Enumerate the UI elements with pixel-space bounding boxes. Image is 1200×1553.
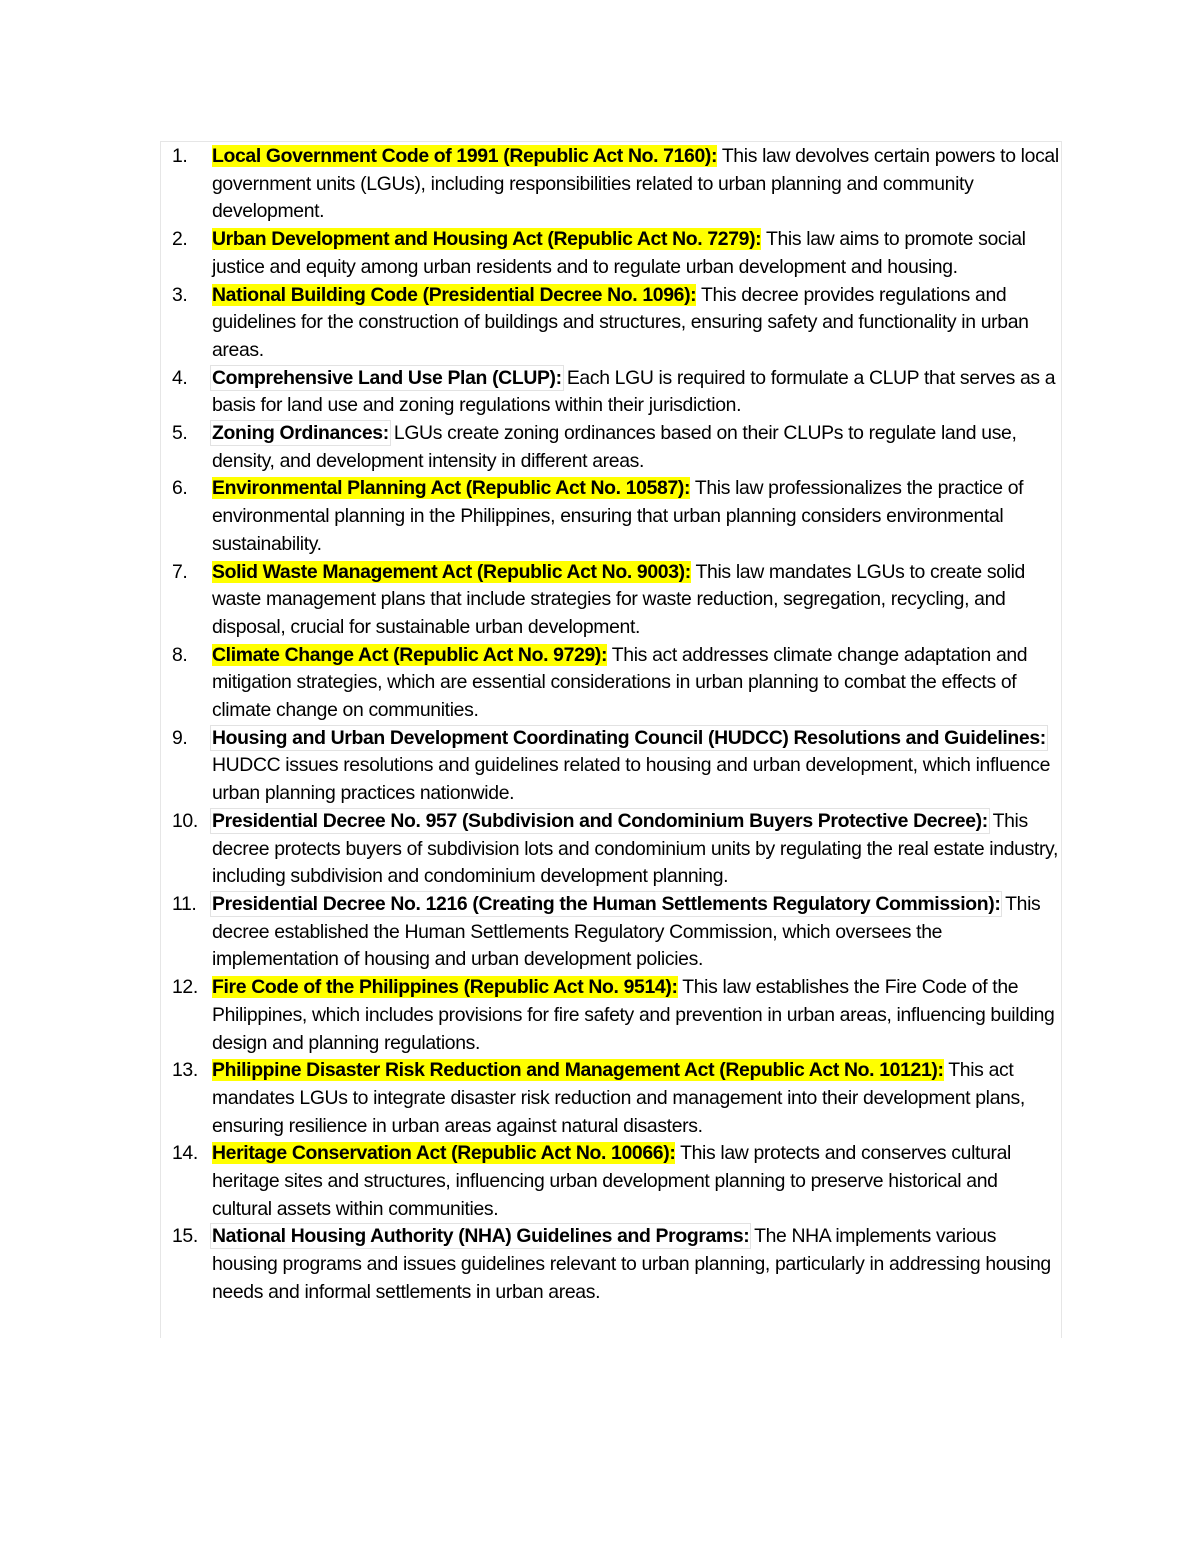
list-item-number: 2. <box>172 228 188 251</box>
law-description: Each LGU is required to formulate a CLUP that serves as a basis for land use and zoning regulations within their jurisdiction. <box>212 366 1056 417</box>
list-item-number: 1. <box>172 145 188 167</box>
list-item <box>172 282 1060 365</box>
list-item-number: 14. <box>172 1142 198 1165</box>
list-item-number: 10. <box>172 809 198 832</box>
highlighted-law-title: Environmental Planning Act (Republic Act No. 10587): <box>212 477 691 500</box>
list-item-number: 3. <box>172 283 188 306</box>
law-description: This decree established the Human Settlements Regulatory Commission, which oversees the implementation of housing and urban development policies. <box>212 892 1041 971</box>
list-item-number: 6. <box>172 477 188 500</box>
list-item <box>172 725 1060 808</box>
law-title: Presidential Decree No. 1216 (Creating the Human Settlements Regulatory Commission): <box>212 892 1001 915</box>
list-item <box>172 808 1060 891</box>
list-item-number: 5. <box>172 422 188 445</box>
list-item-number: 8. <box>172 643 188 666</box>
law-description: This law devolves certain powers to local government units (LGUs), including responsibilities related to urban planning and community development. <box>212 145 1059 223</box>
law-title: Housing and Urban Development Coordinating Council (HUDCC) Resolutions and Guidelines: <box>212 726 1046 749</box>
list-item-number: 7. <box>172 560 188 583</box>
law-description: This act mandates LGUs to integrate disaster risk reduction and management into their development plans, ensuring resilience in urban areas against natural disasters. <box>212 1059 1025 1137</box>
law-description: This law professionalizes the practice of environmental planning in the Philippines, ensuring that urban planning considers environmental sustainability. <box>212 477 1024 555</box>
law-description: This decree provides regulations and guidelines for the construction of buildings and structures, ensuring safety and functionality in urban areas. <box>212 283 1029 361</box>
highlighted-law-title: Climate Change Act (Republic Act No. 9729): <box>212 643 608 666</box>
list-item <box>172 365 1060 420</box>
law-description: The NHA implements various housing programs and issues guidelines relevant to urban planning, particularly in addressing housing needs and informal settlements in urban areas. <box>212 1225 1051 1303</box>
list-item <box>172 559 1060 642</box>
highlighted-law-title: Urban Development and Housing Act (Republic Act No. 7279): <box>212 228 762 251</box>
law-description: This act addresses climate change adaptation and mitigation strategies, which are essential considerations in urban planning to combat the effects of climate change on communities. <box>212 643 1028 722</box>
list-item <box>172 1057 1060 1140</box>
highlighted-law-title: Fire Code of the Philippines (Republic Act No. 9514): <box>212 976 678 999</box>
law-list <box>172 143 1060 1307</box>
law-description: This decree protects buyers of subdivision lots and condominium units by regulating the real estate industry, including subdivision and condominium development planning. <box>212 809 1058 888</box>
highlighted-law-title: Solid Waste Management Act (Republic Act No. 9003): <box>212 560 691 583</box>
list-item <box>172 226 1060 281</box>
law-title: National Housing Authority (NHA) Guidelines and Programs: <box>212 1225 750 1248</box>
highlighted-law-title: Heritage Conservation Act (Republic Act No. 10066): <box>212 1142 676 1165</box>
list-item <box>172 1223 1060 1306</box>
highlighted-law-title: Philippine Disaster Risk Reduction and Management Act (Republic Act No. 10121): <box>212 1059 944 1082</box>
list-item <box>172 420 1060 475</box>
list-item <box>172 642 1060 725</box>
highlighted-law-title: National Building Code (Presidential Decree No. 1096): <box>212 283 697 306</box>
law-description: HUDCC issues resolutions and guidelines related to housing and urban development, which influence urban planning practices nationwide. <box>212 754 1051 805</box>
list-item <box>172 475 1060 558</box>
law-description: This law aims to promote social justice and equity among urban residents and to regulate urban development and housing. <box>212 228 1026 278</box>
list-item-number: 15. <box>172 1225 198 1248</box>
law-title: Zoning Ordinances: <box>212 422 389 445</box>
list-item-number: 4. <box>172 366 188 389</box>
law-title: Comprehensive Land Use Plan (CLUP): <box>212 366 562 389</box>
law-description: This law protects and conserves cultural heritage sites and structures, influencing urban development planning to preserve historical and cultural assets within communities. <box>212 1142 1012 1220</box>
list-item-number: 13. <box>172 1059 198 1082</box>
list-item-number: 11. <box>172 892 197 915</box>
list-item-number: 12. <box>172 976 198 999</box>
list-item <box>172 974 1060 1057</box>
list-item <box>172 891 1060 974</box>
list-item-number: 9. <box>172 726 188 749</box>
law-description: This law establishes the Fire Code of the Philippines, which includes provisions for fire safety and prevention in urban areas, influencing building design and planning regulations. <box>212 976 1055 1054</box>
highlighted-law-title: Local Government Code of 1991 (Republic Act No. 7160): <box>212 145 718 167</box>
law-description: LGUs create zoning ordinances based on their CLUPs to regulate land use, density, and development intensity in different areas. <box>212 422 1017 472</box>
list-item <box>172 143 1060 226</box>
law-title: Presidential Decree No. 957 (Subdivision and Condominium Buyers Protective Decree): <box>212 809 988 832</box>
law-description: This law mandates LGUs to create solid waste management plans that include strategies for waste reduction, segregation, recycling, and disposal, crucial for sustainable urban development. <box>212 560 1025 638</box>
list-item <box>172 1140 1060 1223</box>
